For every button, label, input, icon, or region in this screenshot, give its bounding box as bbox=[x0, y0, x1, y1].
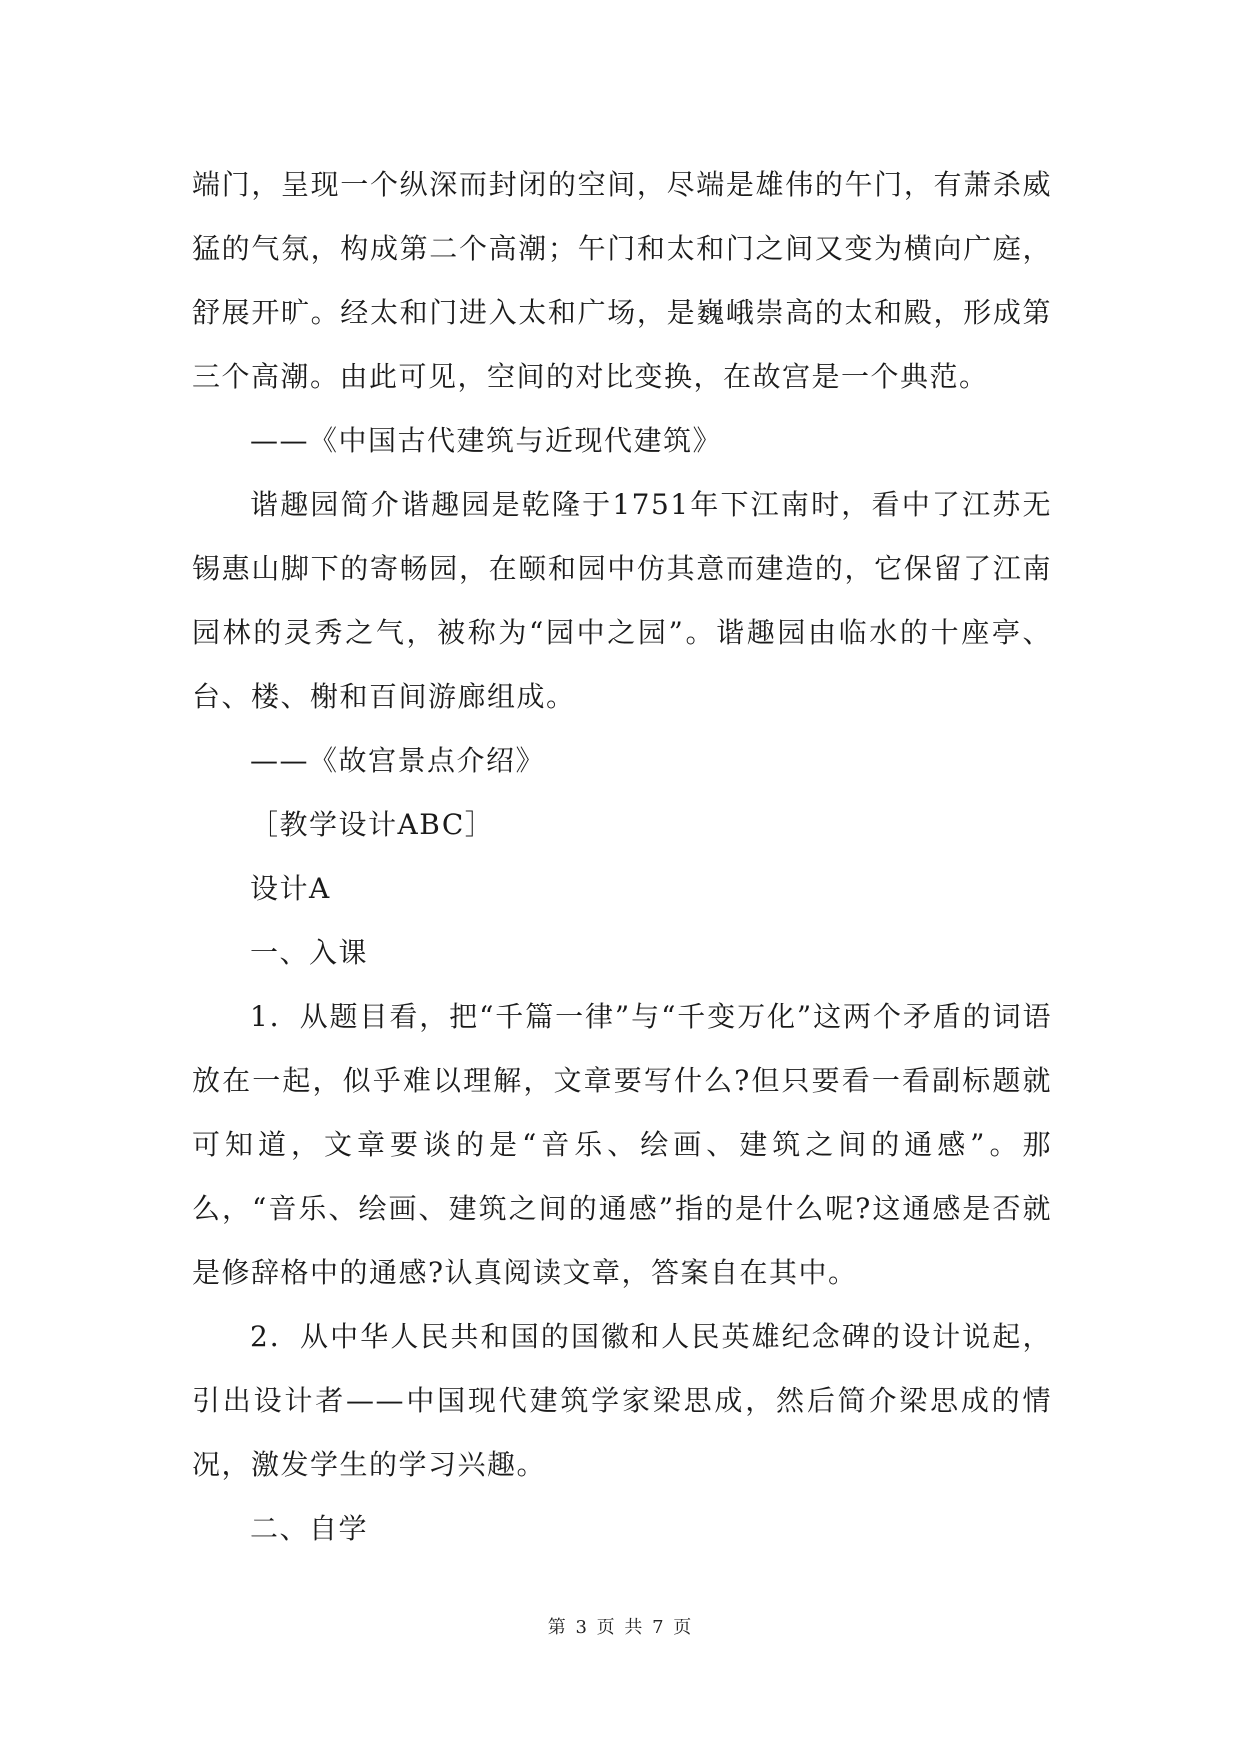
document-body bbox=[192, 153, 1052, 1561]
paragraph-item-2: 2．从中华人民共和国的国徽和人民英雄纪念碑的设计说起，引出设计者——中国现代建筑学家梁思成，然后简介梁思成的情况，激发学生的学习兴趣。 bbox=[192, 1320, 1052, 1481]
paragraph-forbidden-city-space: 端门，呈现一个纵深而封闭的空间，尽端是雄伟的午门，有萧杀威猛的气氛，构成第二个高潮；午门和太和门之间又变为横向广庭，舒展开旷。经太和门进入太和广场，是巍峨崇高的太和殿，形成第三个高潮。由此可见，空间的对比变换，在故宫是一个典范。 bbox=[192, 168, 1052, 393]
page-number-footer: 第 3 页 共 7 页 bbox=[547, 1617, 694, 1638]
paragraph-xiequ-garden: 谐趣园简介谐趣园是乾隆于1751年下江南时，看中了江苏无锡惠山脚下的寄畅园，在颐和园中仿其意而建造的，它保留了江南园林的灵秀之气，被称为“园中之园”。谐趣园由临水的十座亭、台、楼、榭和百间游廊组成。 bbox=[192, 488, 1052, 713]
subheading-self-study: 二、自学 bbox=[250, 1512, 369, 1545]
section-heading-teaching-design: ［教学设计ABC］ bbox=[250, 808, 495, 841]
subheading-design-a: 设计A bbox=[250, 872, 331, 905]
citation-palace-scenic-intro: ——《故宫景点介绍》 bbox=[250, 744, 546, 777]
paragraph-item-1: 1．从题目看，把“千篇一律”与“千变万化”这两个矛盾的词语放在一起，似乎难以理解，文章要写什么?但只要看一看副标题就可知道，文章要谈的是“音乐、绘画、建筑之间的通感”。那么，“音乐、绘画、建筑之间的通感”指的是什么呢?这通感是否就是修辞格中的通感?认真阅读文章，答案自在其中。 bbox=[192, 1000, 1052, 1289]
subheading-introduction: 一、入课 bbox=[250, 936, 369, 969]
citation-ancient-architecture: ——《中国古代建筑与近现代建筑》 bbox=[250, 424, 723, 457]
